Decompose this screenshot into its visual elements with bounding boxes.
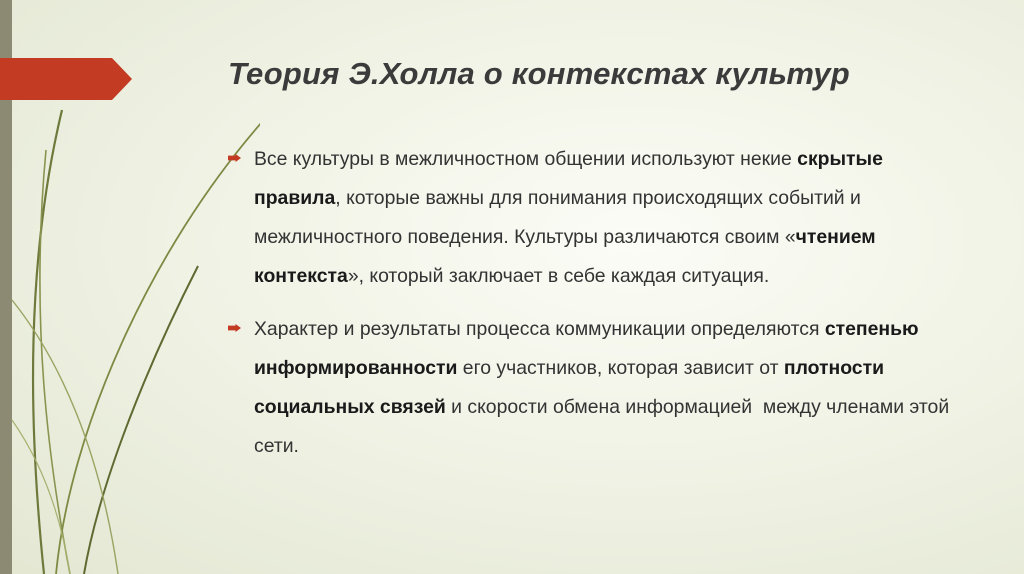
text-run: Все культуры в межличностном общении используют некие	[254, 148, 798, 170]
text-run: Характер и результаты процесса коммуникации определяются	[254, 318, 825, 340]
bold-term: степенью информированности	[254, 318, 925, 379]
bullet-arrow-icon	[228, 154, 241, 162]
bullet-list	[228, 140, 968, 466]
bullet-item	[228, 310, 968, 466]
bullet-text	[254, 140, 968, 296]
bullet-arrow-icon	[228, 324, 241, 332]
bold-term: чтением контекста	[254, 226, 882, 287]
title-arrow-tab-icon	[0, 58, 132, 100]
bullet-text	[254, 310, 968, 466]
bold-term: скрытые правила	[254, 148, 889, 209]
slide-title: Теория Э.Холла о контекстах культур	[228, 56, 850, 91]
text-run: , которые важны для понимания происходящих событий и межличностного поведения. Культуры различаются своим «	[254, 187, 867, 248]
bullet-item	[228, 140, 968, 296]
text-run: и скорости обмена информацией между членами этой сети.	[254, 396, 955, 457]
text-run: его участников, которая зависит от	[457, 357, 784, 379]
bold-term: плотности социальных связей	[254, 357, 890, 418]
text-run: », который заключает в себе каждая ситуация.	[347, 265, 770, 287]
